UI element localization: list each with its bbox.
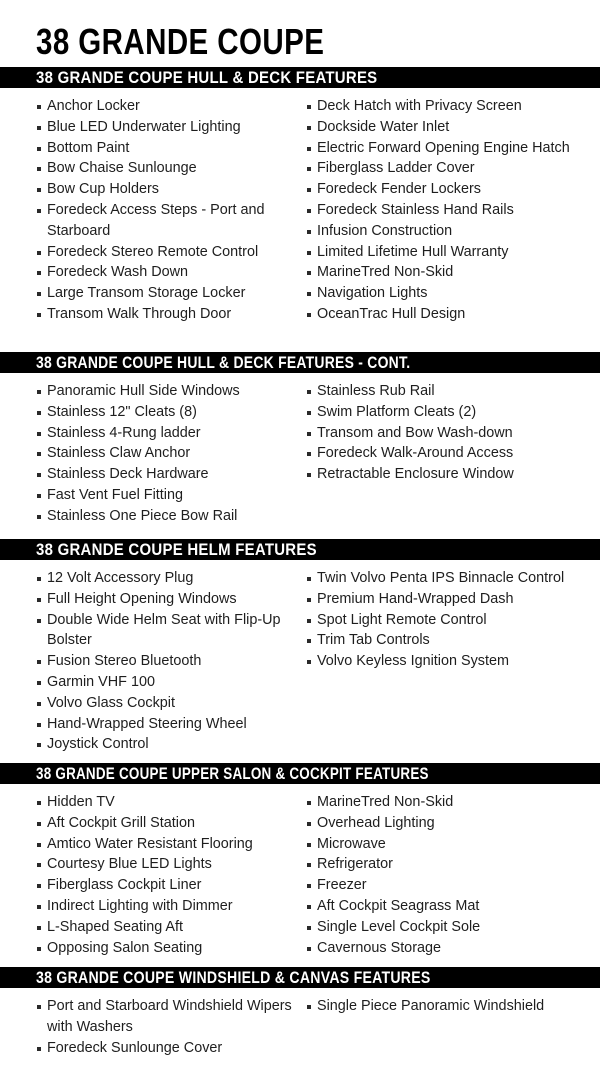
section-header-helm — [0, 539, 600, 560]
feature-item: Joystick Control — [36, 734, 298, 755]
section-header-hull-deck — [0, 67, 600, 88]
section-heading: 38 GRANDE COUPE UPPER SALON & COCKPIT FEATURES — [36, 764, 429, 783]
feature-item: Fast Vent Fuel Fitting — [36, 485, 298, 506]
feature-item: 12 Volt Accessory Plug — [36, 568, 298, 589]
feature-item: Stainless Deck Hardware — [36, 464, 298, 485]
feature-item: Refrigerator — [306, 854, 576, 875]
section-header-hull-deck-cont — [0, 352, 600, 373]
feature-item: Courtesy Blue LED Lights — [36, 854, 298, 875]
feature-item: Foredeck Access Steps - Port and Starboard — [36, 200, 298, 242]
feature-item: Amtico Water Resistant Flooring — [36, 834, 298, 855]
feature-item: Opposing Salon Seating — [36, 938, 298, 959]
section-header-upper-salon — [0, 763, 600, 784]
page-title: 38 GRANDE COUPE — [36, 21, 325, 62]
feature-item: Twin Volvo Penta IPS Binnacle Control — [306, 568, 576, 589]
feature-item: Transom Walk Through Door — [36, 304, 298, 325]
feature-item: Large Transom Storage Locker — [36, 283, 298, 304]
feature-item: Electric Forward Opening Engine Hatch — [306, 138, 576, 159]
feature-item: Overhead Lighting — [306, 813, 576, 834]
feature-item: Volvo Glass Cockpit — [36, 693, 298, 714]
feature-item: Single Piece Panoramic Windshield — [306, 996, 576, 1017]
section-header-windshield-canvas — [0, 967, 600, 988]
feature-list-right — [306, 96, 576, 325]
feature-item: Deck Hatch with Privacy Screen — [306, 96, 576, 117]
feature-item: Stainless 4-Rung ladder — [36, 423, 298, 444]
feature-item: Microwave — [306, 834, 576, 855]
feature-item: Port and Starboard Windshield Wipers with Washers — [36, 996, 298, 1038]
feature-list-left — [36, 792, 298, 958]
feature-list-right — [306, 568, 576, 672]
feature-item: Fusion Stereo Bluetooth — [36, 651, 298, 672]
feature-item: Spot Light Remote Control — [306, 610, 576, 631]
feature-item: Single Level Cockpit Sole — [306, 917, 576, 938]
feature-item: Cavernous Storage — [306, 938, 576, 959]
feature-item: Fiberglass Ladder Cover — [306, 158, 576, 179]
feature-item: Retractable Enclosure Window — [306, 464, 576, 485]
feature-item: Infusion Construction — [306, 221, 576, 242]
feature-item: Stainless Rub Rail — [306, 381, 576, 402]
feature-item: L-Shaped Seating Aft — [36, 917, 298, 938]
feature-item: Indirect Lighting with Dimmer — [36, 896, 298, 917]
section-heading: 38 GRANDE COUPE HULL & DECK FEATURES — [36, 68, 378, 87]
feature-list-right — [306, 996, 576, 1017]
feature-item: Swim Platform Cleats (2) — [306, 402, 576, 423]
feature-item: Freezer — [306, 875, 576, 896]
feature-item: Stainless One Piece Bow Rail — [36, 506, 298, 527]
feature-list-left — [36, 96, 298, 325]
feature-item: Fiberglass Cockpit Liner — [36, 875, 298, 896]
feature-item: OceanTrac Hull Design — [306, 304, 576, 325]
feature-item: Bow Chaise Sunlounge — [36, 158, 298, 179]
feature-item: Aft Cockpit Grill Station — [36, 813, 298, 834]
feature-item: Bottom Paint — [36, 138, 298, 159]
feature-item: MarineTred Non-Skid — [306, 262, 576, 283]
feature-item: Blue LED Underwater Lighting — [36, 117, 298, 138]
feature-item: Aft Cockpit Seagrass Mat — [306, 896, 576, 917]
feature-item: Volvo Keyless Ignition System — [306, 651, 576, 672]
feature-item: Garmin VHF 100 — [36, 672, 298, 693]
feature-item: Limited Lifetime Hull Warranty — [306, 242, 576, 263]
feature-item: MarineTred Non-Skid — [306, 792, 576, 813]
feature-item: Foredeck Fender Lockers — [306, 179, 576, 200]
feature-item: Trim Tab Controls — [306, 630, 576, 651]
feature-item: Stainless Claw Anchor — [36, 443, 298, 464]
feature-item: Foredeck Stainless Hand Rails — [306, 200, 576, 221]
feature-item: Foredeck Stereo Remote Control — [36, 242, 298, 263]
section-heading: 38 GRANDE COUPE HELM FEATURES — [36, 540, 317, 559]
feature-item: Transom and Bow Wash-down — [306, 423, 576, 444]
feature-item: Anchor Locker — [36, 96, 298, 117]
feature-item: Hand-Wrapped Steering Wheel — [36, 714, 298, 735]
feature-item: Foredeck Sunlounge Cover — [36, 1038, 298, 1059]
feature-list-right — [306, 381, 576, 485]
feature-list-left — [36, 381, 298, 527]
feature-item: Premium Hand-Wrapped Dash — [306, 589, 576, 610]
feature-item: Hidden TV — [36, 792, 298, 813]
feature-item: Navigation Lights — [306, 283, 576, 304]
feature-list-left — [36, 568, 298, 755]
feature-item: Stainless 12" Cleats (8) — [36, 402, 298, 423]
feature-item: Foredeck Wash Down — [36, 262, 298, 283]
feature-list-right — [306, 792, 576, 958]
feature-item: Bow Cup Holders — [36, 179, 298, 200]
section-heading: 38 GRANDE COUPE WINDSHIELD & CANVAS FEATURES — [36, 968, 431, 987]
feature-item: Panoramic Hull Side Windows — [36, 381, 298, 402]
feature-item: Dockside Water Inlet — [306, 117, 576, 138]
section-heading: 38 GRANDE COUPE HULL & DECK FEATURES - CONT. — [36, 353, 411, 372]
feature-item: Full Height Opening Windows — [36, 589, 298, 610]
feature-item: Foredeck Walk-Around Access — [306, 443, 576, 464]
feature-list-left — [36, 996, 298, 1058]
feature-item: Double Wide Helm Seat with Flip-Up Bolster — [36, 610, 298, 652]
